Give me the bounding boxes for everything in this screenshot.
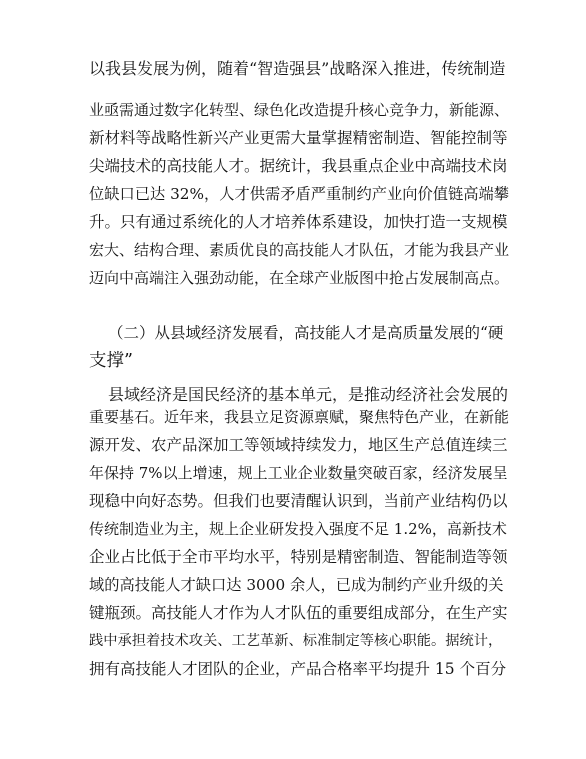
heading-line: 支撑”: [89, 351, 133, 371]
text-line: 业亟需通过数字化转型、绿色化改造提升核心竞争力，新能源、: [89, 101, 510, 119]
text-line: 以我县发展为例，随着“智造强县”战略深入推进，传统制造: [89, 59, 506, 78]
text-line: 源开发、农产品深加工等领域持续发力，地区生产总值连续三: [89, 436, 508, 454]
text-line: 践中承担着技术攻关、工艺革新、标准制定等核心职能。据统计，: [89, 633, 503, 649]
text-line: 重要基石。近年来，我县立足资源禀赋，聚焦特色产业，在新能: [89, 408, 510, 426]
text-line: 域的高技能人才缺口达 3000 余人，已成为制约产业升级的关: [89, 576, 504, 594]
text-line: 传统制造业为主，规上企业研发投入强度不足 1.2%，高新技术: [89, 520, 507, 538]
text-line: 企业占比低于全市平均水平，特别是精密制造、智能制造等领: [89, 548, 508, 566]
text-line: 拥有高技能人才团队的企业，产品合格率平均提升 15 个百分: [89, 660, 507, 678]
heading-line: （二）从县域经济发展看，高技能人才是高质量发展的“硬: [108, 324, 504, 342]
text-line: 年保持 7%以上增速，规上工业企业数量突破百家，经济发展呈: [89, 464, 508, 482]
text-line: 键瓶颈。高技能人才作为人才队伍的重要组成部分，在生产实: [89, 604, 508, 622]
text-line: 现稳中向好态势。但我们也要清醒认识到，当前产业结构仍以: [89, 492, 508, 510]
text-line: 迈向中高端注入强劲动能，在全球产业版图中抢占发展制高点。: [89, 269, 510, 287]
text-line: 尖端技术的高技能人才。据统计，我县重点企业中高端技术岗: [89, 157, 508, 175]
text-line: 升。只有通过系统化的人才培养体系建设，加快打造一支规模: [89, 213, 508, 231]
text-line: 新材料等战略性新兴产业更需大量掌握精密制造、智能控制等: [89, 129, 508, 147]
text-line: 县域经济是国民经济的基本单元，是推动经济社会发展的: [108, 385, 509, 404]
text-line: 宏大、结构合理、素质优良的高技能人才队伍，才能为我县产业: [89, 241, 510, 259]
text-line: 位缺口已达 32%，人才供需矛盾严重制约产业向价值链高端攀: [89, 185, 509, 203]
